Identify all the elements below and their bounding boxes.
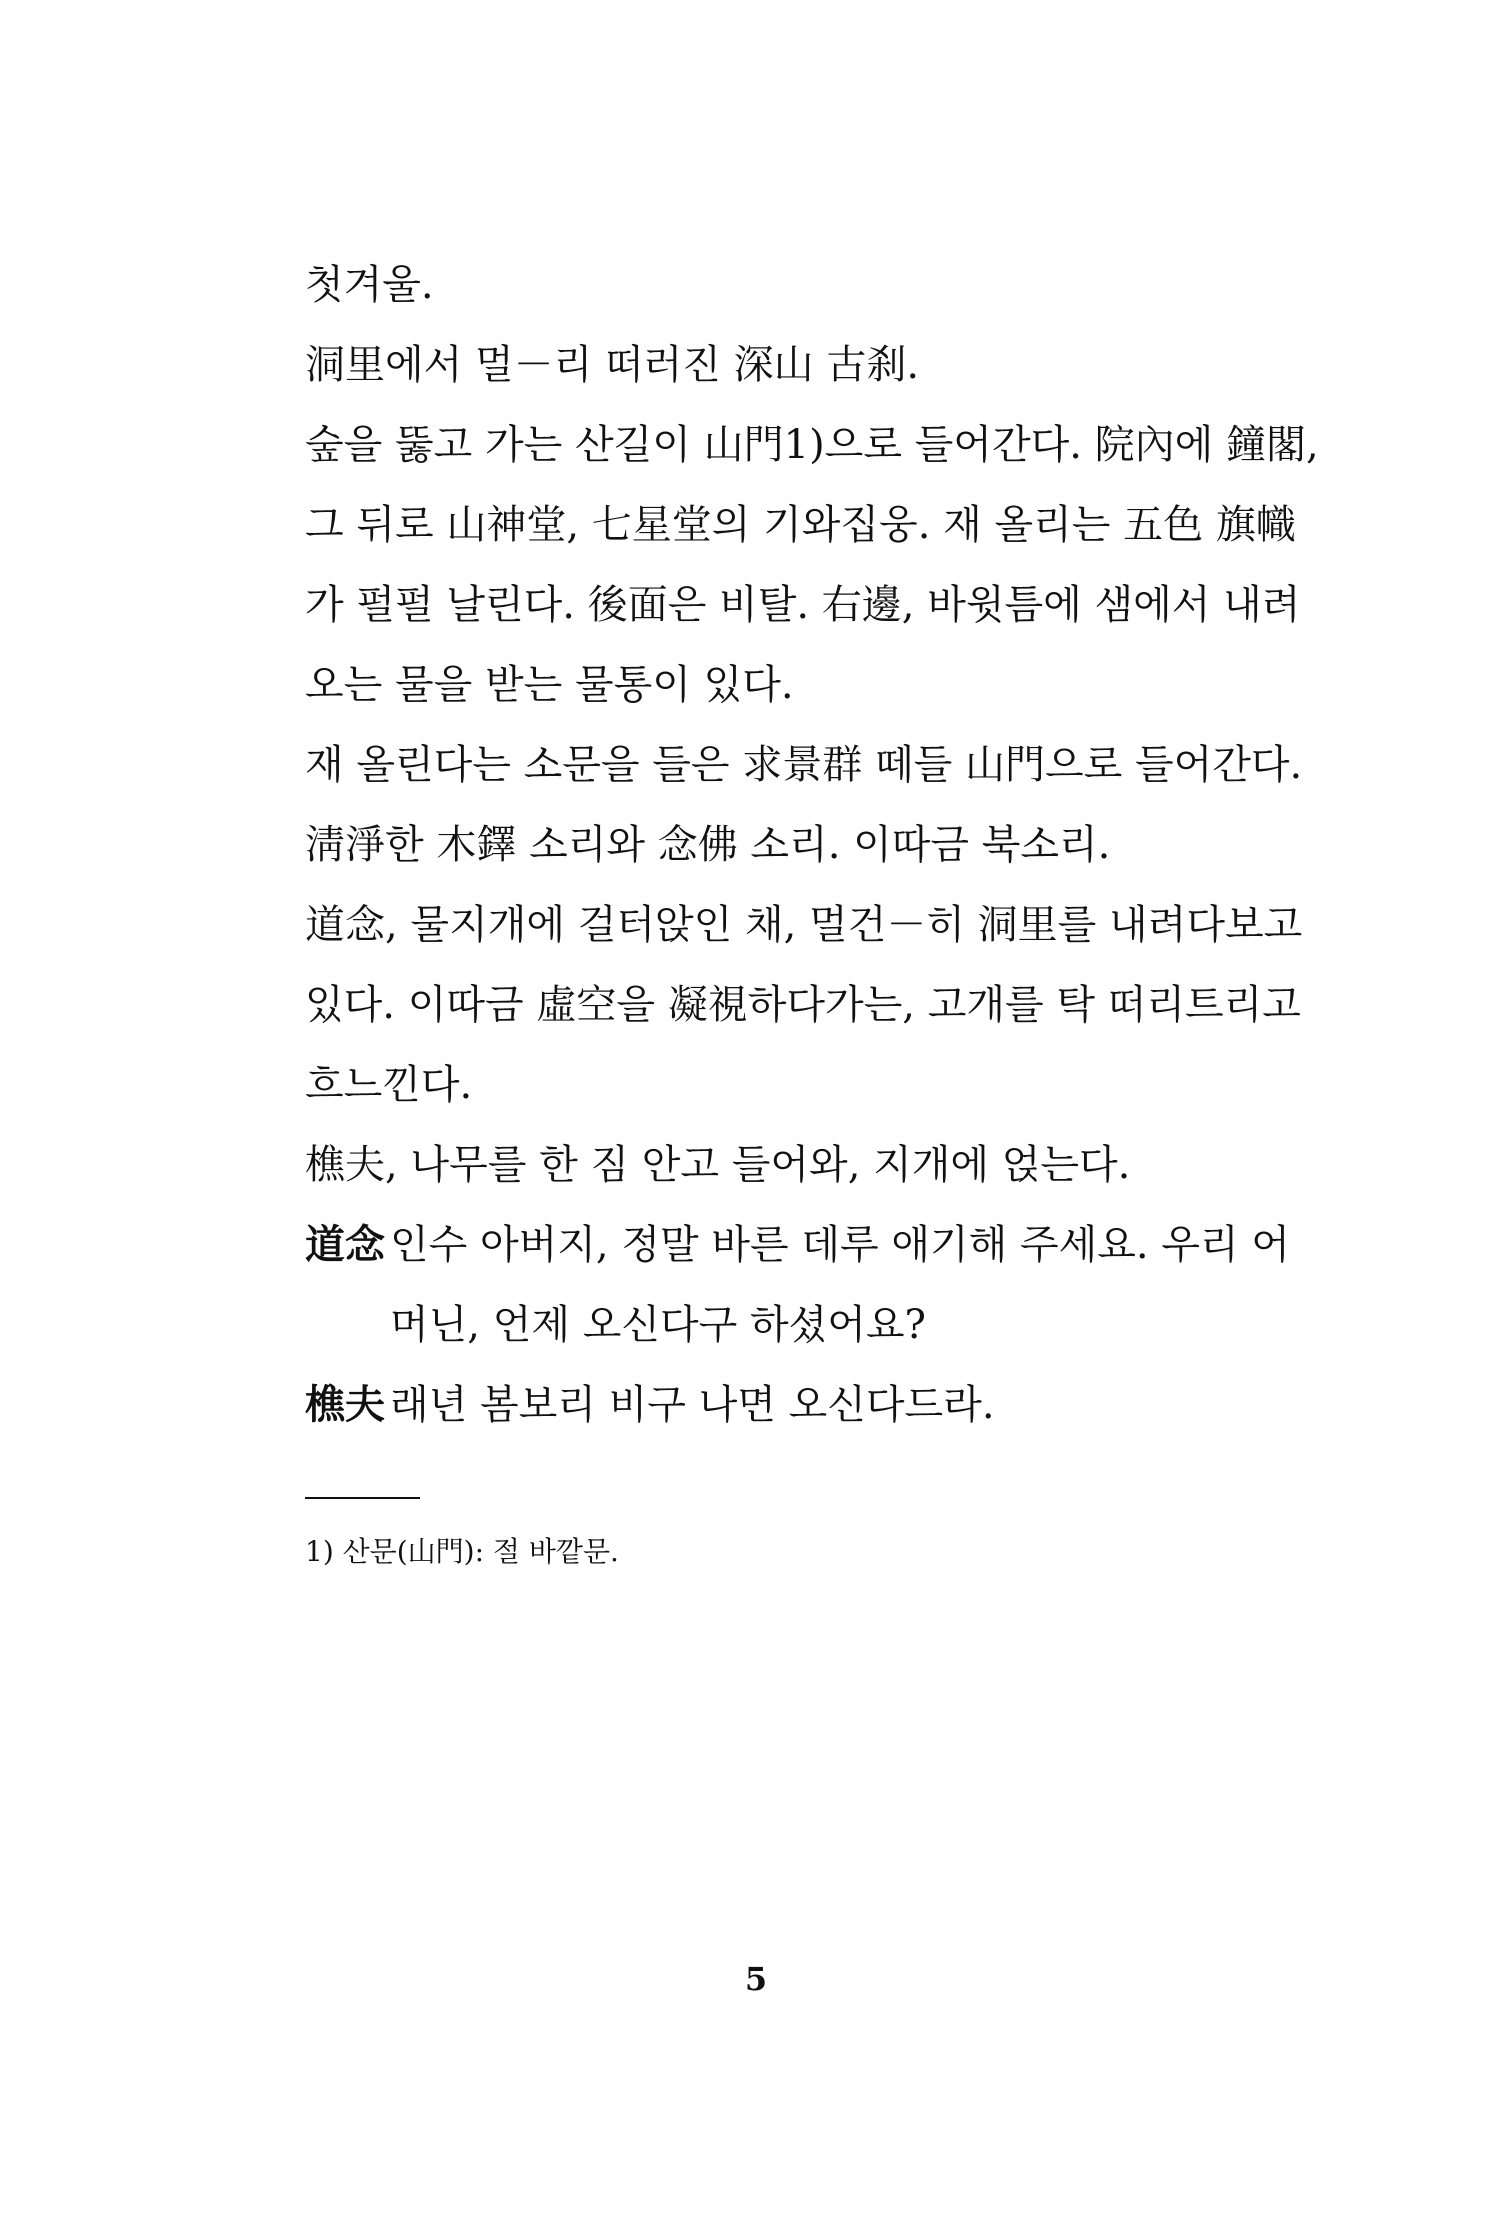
stage-line: 오는 물을 받는 물통이 있다. [305,662,794,708]
stage-line: 첫겨울. [305,262,434,308]
speech-text [390,1205,1290,1365]
stage-line: 숲을 뚫고 가는 산길이 山門1)으로 들어간다. 院內에 鐘閣, [305,422,1319,468]
speech-text [390,1365,1235,1445]
speaker-name: 樵夫 [305,1382,385,1428]
stage-line: 道念, 물지개에 걸터앉인 채, 멀건－히 洞里를 내려다보고 [305,902,1303,948]
speech-line: 래년 봄보리 비구 나면 오신다드라. [390,1382,995,1428]
footnote-divider [305,1497,420,1499]
speech-turn [305,1365,1235,1445]
stage-line: 재 올린다는 소문을 들은 求景群 떼들 山門으로 들어간다. [305,742,1303,788]
page-number: 5 [744,1960,768,1998]
dialogue-block [305,1205,1290,1445]
stage-line: 그 뒤로 山神堂, 七星堂의 기와집웅. 재 올리는 五色 旗幟 [305,502,1296,548]
footnote: 1) 산문(山門): 절 바깥문. [305,1535,619,1568]
stage-line: 淸淨한 木鐸 소리와 念佛 소리. 이따금 북소리. [305,822,1111,868]
stage-line: 가 펄펄 날린다. 後面은 비탈. 右邊, 바윗틈에 샘에서 내려 [305,582,1301,628]
stage-line: 흐느낀다. [305,1062,473,1108]
speech-line: 인수 아버지, 정말 바른 데루 애기해 주세요. 우리 어 [390,1222,1290,1268]
speaker-name: 道念 [305,1222,385,1268]
speech-turn [305,1205,1290,1365]
stage-directions [305,245,1319,1205]
stage-line: 樵夫, 나무를 한 짐 안고 들어와, 지개에 얹는다. [305,1142,1131,1188]
stage-line: 있다. 이따금 虛空을 凝視하다가는, 고개를 탁 떠리트리고 [305,982,1301,1028]
stage-line: 洞里에서 멀－리 떠러진 深山 古刹. [305,342,920,388]
speech-line: 머닌, 언제 오신다구 하셨어요? [390,1302,926,1348]
